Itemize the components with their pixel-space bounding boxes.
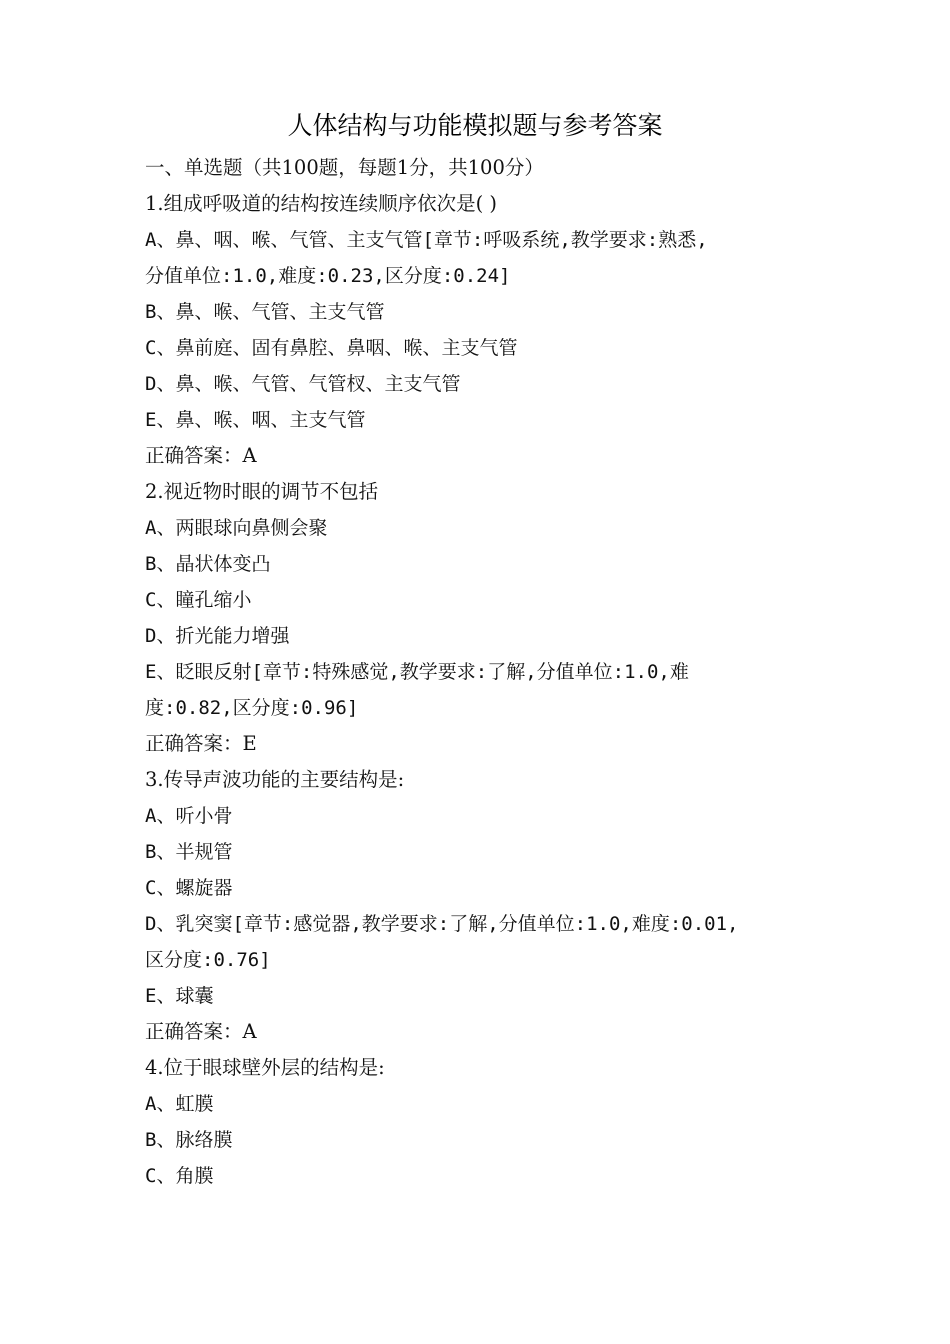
correct-answer: 正确答案：A [145,1020,257,1043]
option-line: 度:0.82,区分度:0.96] [145,697,359,719]
question-stem: 4.位于眼球壁外层的结构是: [145,1056,385,1079]
option-line: 分值单位:1.0,难度:0.23,区分度:0.24] [145,265,511,287]
option-line: B、晶状体变凸 [145,553,271,575]
option-line: C、螺旋器 [145,877,233,899]
option-line: A、鼻、咽、喉、气管、主支气管[章节:呼吸系统,教学要求:熟悉, [145,229,708,251]
document-title: 人体结构与功能模拟题与参考答案 [287,111,663,140]
section-heading: 一、单选题（共100题，每题1分，共100分） [145,156,544,179]
option-line: A、两眼球向鼻侧会聚 [145,517,328,539]
correct-answer: 正确答案：A [145,444,257,467]
correct-answer: 正确答案：E [145,732,257,755]
document-body [145,150,815,1194]
option-line: E、球囊 [145,985,214,1007]
option-line: C、鼻前庭、固有鼻腔、鼻咽、喉、主支气管 [145,337,518,359]
option-line: B、半规管 [145,841,233,863]
option-line: E、眨眼反射[章节:特殊感觉,教学要求:了解,分值单位:1.0,难 [145,661,689,683]
option-line: A、听小骨 [145,805,233,827]
option-line: D、乳突窦[章节:感觉器,教学要求:了解,分值单位:1.0,难度:0.01, [145,913,739,935]
option-line: C、角膜 [145,1165,214,1187]
option-line: 区分度:0.76] [145,949,271,971]
question-stem: 1.组成呼吸道的结构按连续顺序依次是( ) [145,192,498,215]
option-line: D、鼻、喉、气管、气管杈、主支气管 [145,373,461,395]
option-line: D、折光能力增强 [145,625,290,647]
option-line: C、瞳孔缩小 [145,589,252,611]
option-line: A、虹膜 [145,1093,214,1115]
question-stem: 3.传导声波功能的主要结构是: [145,768,405,791]
option-line: B、鼻、喉、气管、主支气管 [145,301,385,323]
question-stem: 2.视近物时眼的调节不包括 [145,480,379,503]
option-line: B、脉络膜 [145,1129,233,1151]
option-line: E、鼻、喉、咽、主支气管 [145,409,366,431]
